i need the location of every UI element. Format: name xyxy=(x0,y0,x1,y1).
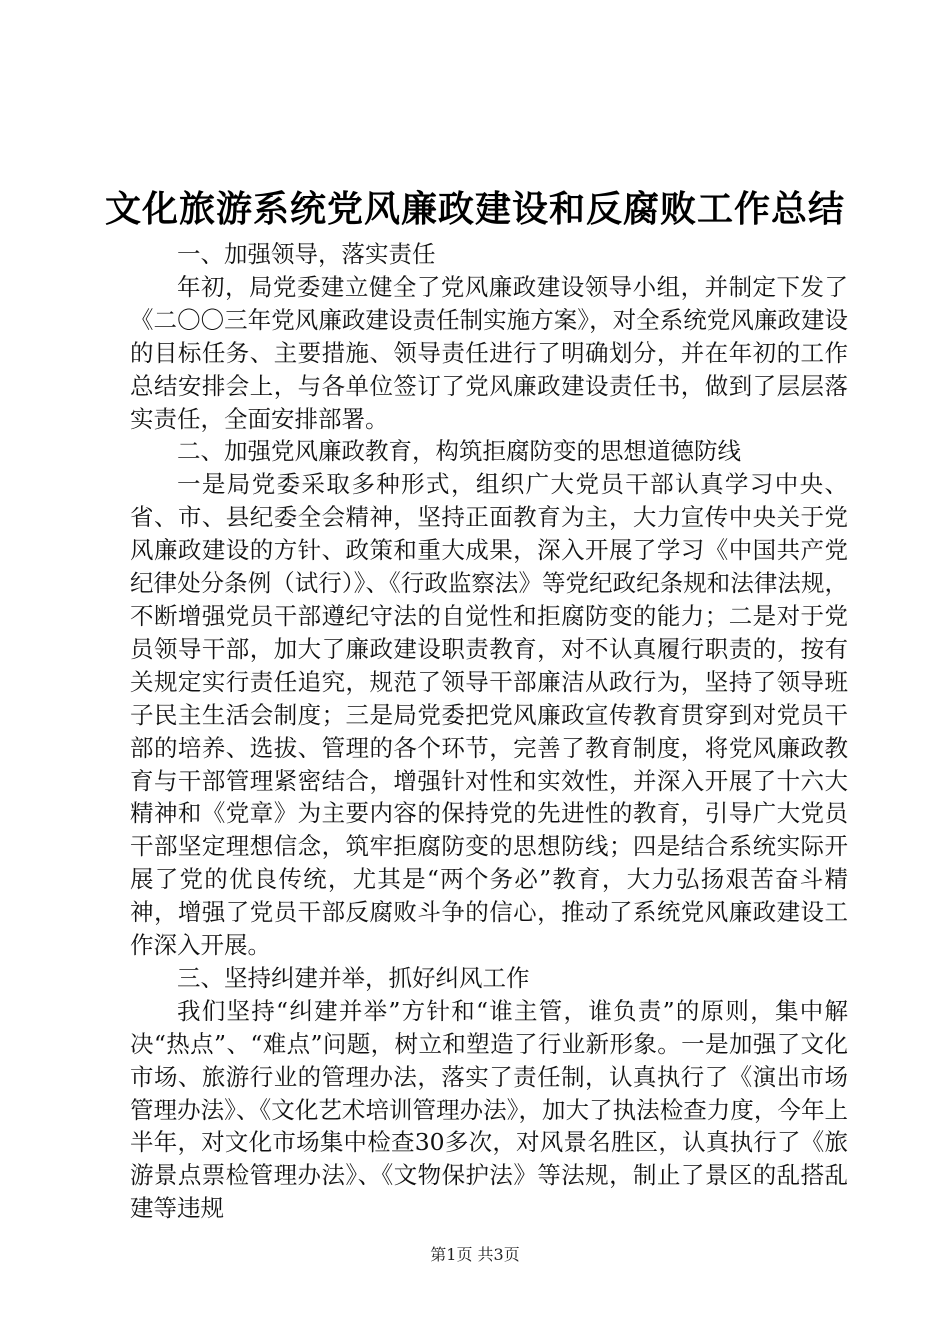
section-heading-2: 二、加强党风廉政教育，构筑拒腐防变的思想道德防线 xyxy=(177,437,741,466)
paragraph-1: 年初，局党委建立健全了党风廉政建设领导小组，并制定下发了《二〇〇三年党风廉政建设责任制实施方案》，对全系统党风廉政建设的目标任务、主要措施、领导责任进行了明确划分，并在年初的工作总结安排会上，与各单位签订了党风廉政建设责任书，做到了层层落实责任，全面安排部署。 xyxy=(130,272,848,433)
section-heading-3: 三、坚持纠建并举，抓好纠风工作 xyxy=(177,963,530,992)
document-title: 文化旅游系统党风廉政建设和反腐败工作总结 xyxy=(104,189,845,230)
paragraph-3: 我们坚持“纠建并举”方针和“谁主管，谁负责”的原则，集中解决“热点”、“难点”问题，树立和塑造了行业新形象。一是加强了文化市场、旅游行业的管理办法，落实了责任制，认真执行了《演出市场管理办法》、《文化艺术培训管理办法》，加大了执法检查力度，今年上半年，对文化市场集中检查30多次，对风景名胜区，认真执行了《旅游景点票检管理办法》、《文物保护法》等法规，制止了景区的乱搭乱建等违规 xyxy=(130,996,848,1223)
paragraph-2: 一是局党委采取多种形式，组织广大党员干部认真学习中央、省、市、县纪委全会精神，坚持正面教育为主，大力宣传中央关于党风廉政建设的方针、政策和重大成果，深入开展了学习《中国共产党纪律处分条例（试行）》、《行政监察法》等党纪政纪条规和法律法规，不断增强党员干部遵纪守法的自觉性和拒腐防变的能力；二是对于党员领导干部，加大了廉政建设职责教育，对不认真履行职责的，按有关规定实行责任追究，规范了领导干部廉洁从政行为，坚持了领导班子民主生活会制度；三是局党委把党风廉政宣传教育贯穿到对党员干部的培养、选拔、管理的各个环节，完善了教育制度，将党风廉政教育与干部管理紧密结合，增强针对性和实效性，并深入开展了十六大精神和《党章》为主要内容的保持党的先进性的教育，引导广大党员干部坚定理想信念，筑牢拒腐防变的思想防线；四是结合系统实际开展了党的优良传统，尤其是“两个务必”教育，大力弘扬艰苦奋斗精神，增强了党员干部反腐败斗争的信心，推动了系统党风廉政建设工作深入开展。 xyxy=(130,470,848,960)
section-heading-1: 一、加强领导，落实责任 xyxy=(177,240,436,268)
page-footer: 第1页 共3页 xyxy=(430,1245,520,1264)
document-body xyxy=(130,238,848,1225)
